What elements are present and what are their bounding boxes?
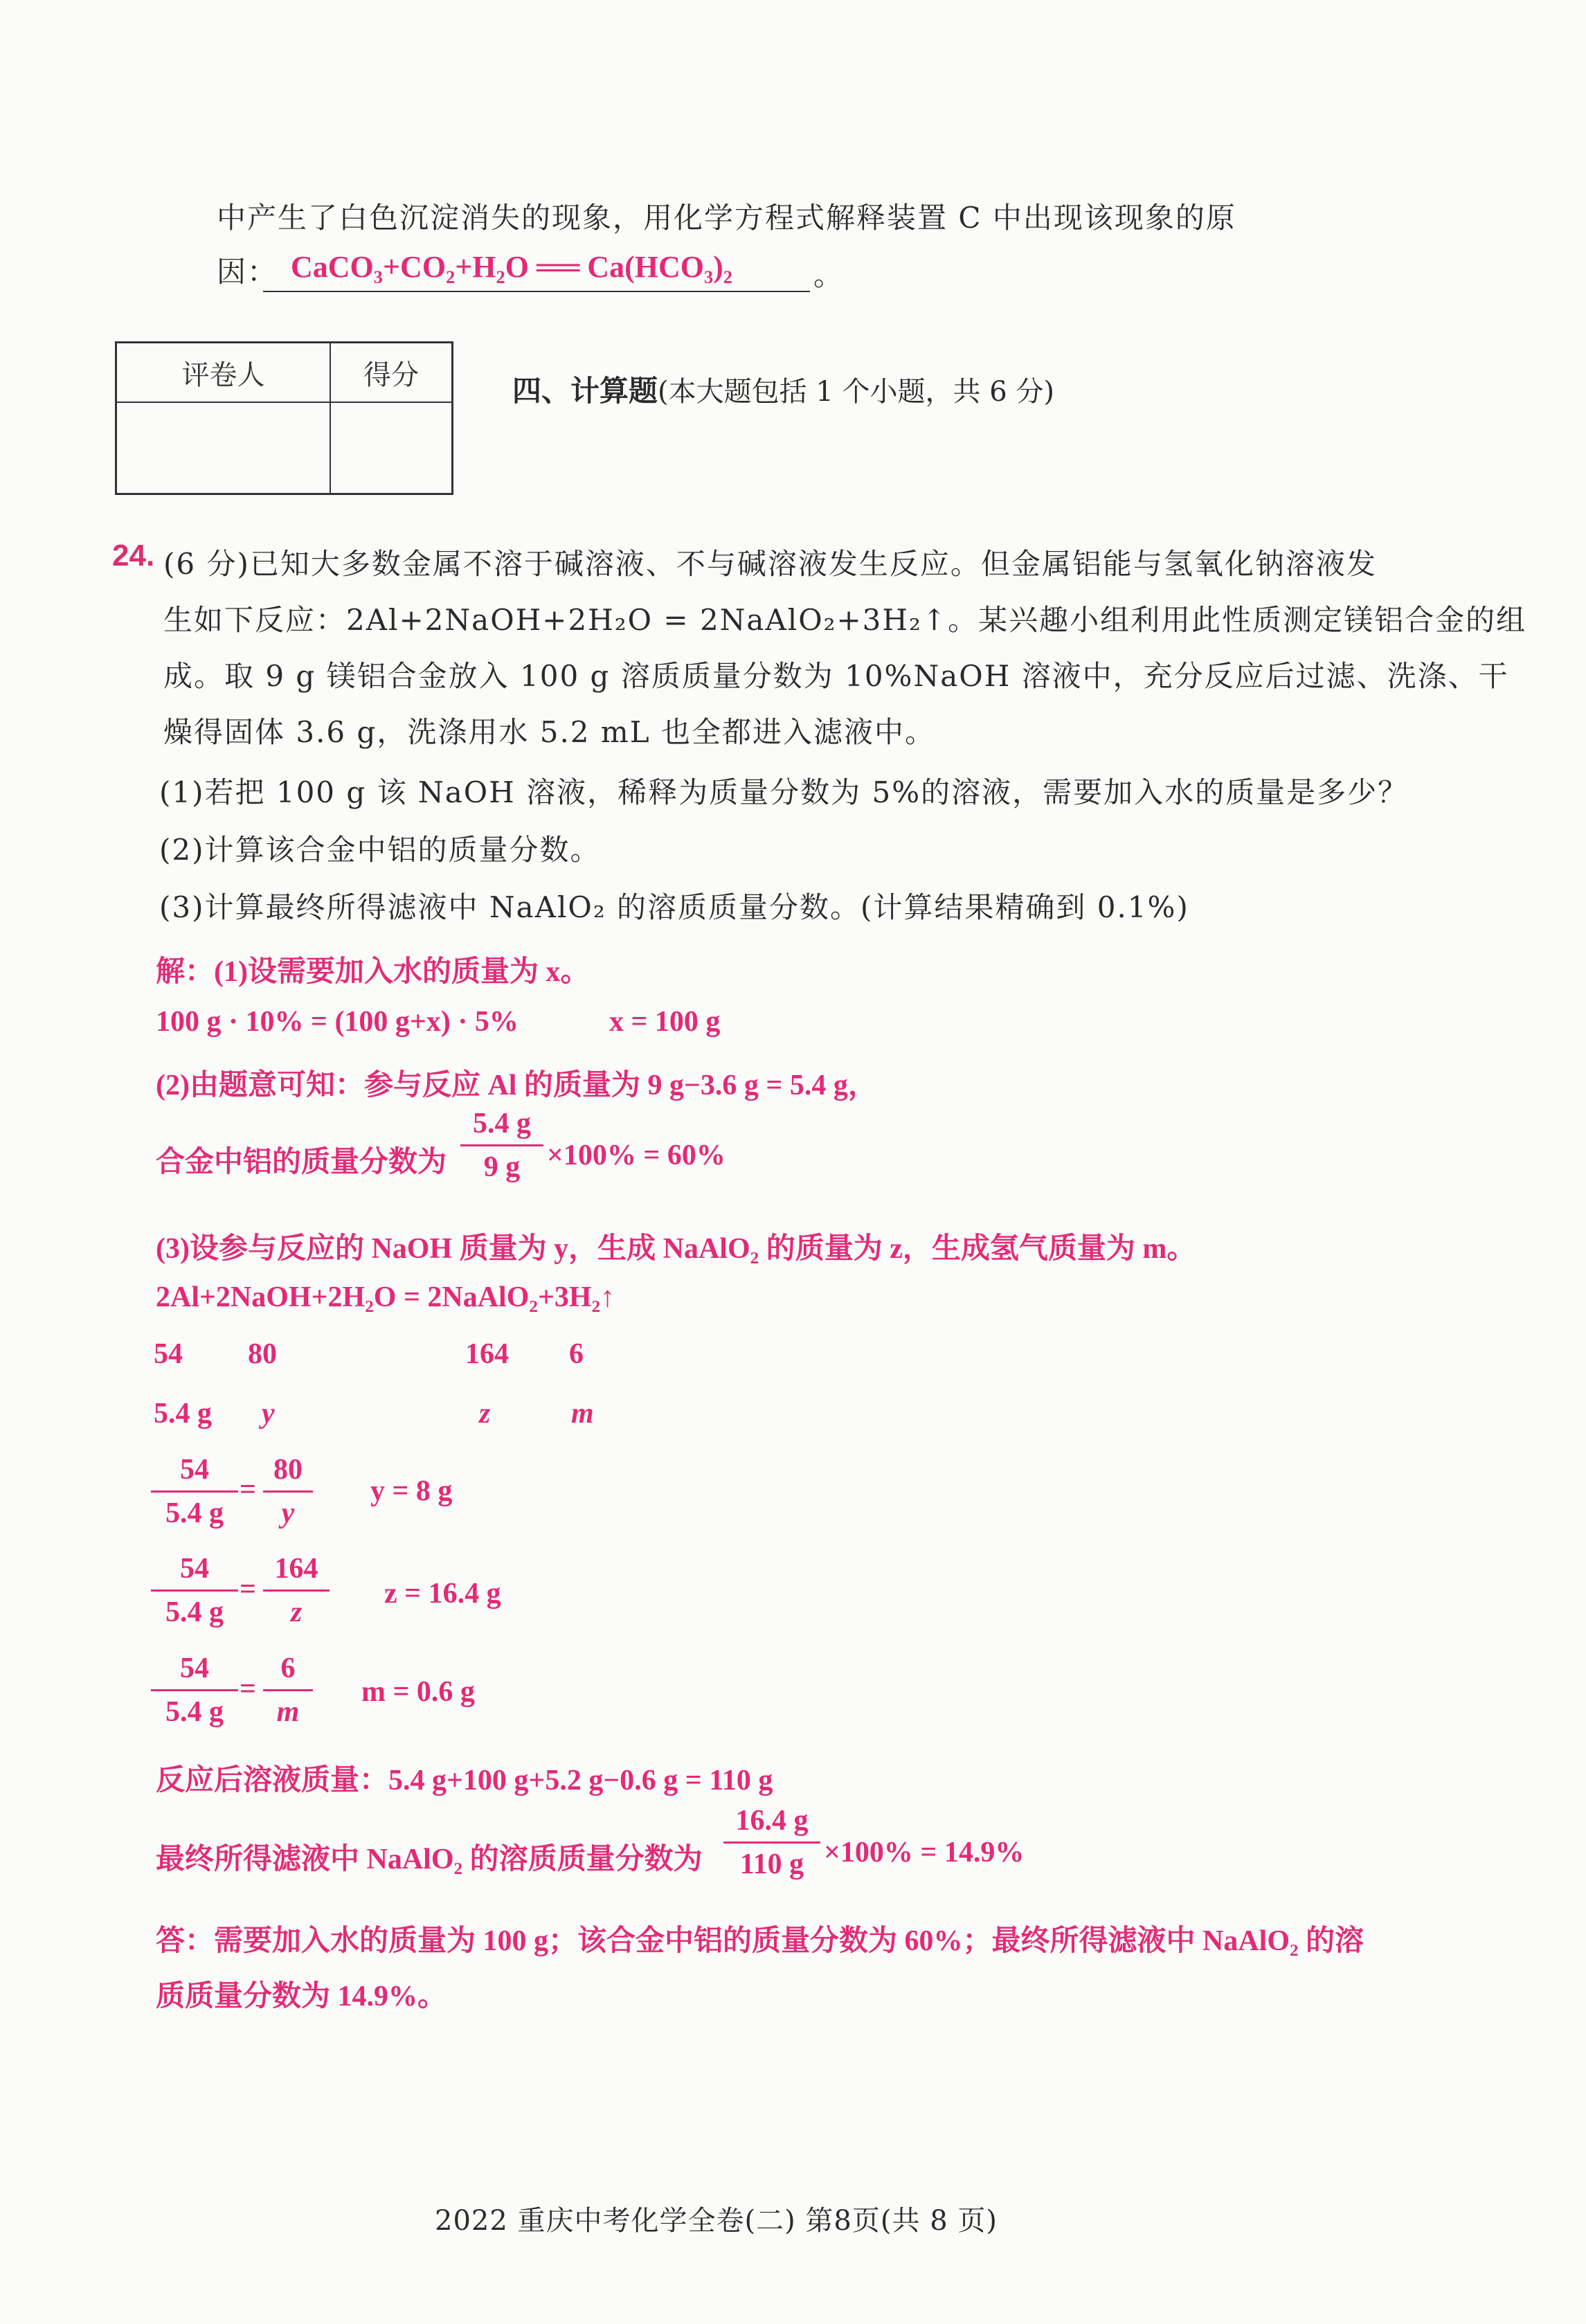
fraction-numerator: 80 bbox=[273, 1454, 303, 1486]
score-table-grader-cell[interactable] bbox=[116, 402, 331, 494]
fraction-denominator: 110 g bbox=[739, 1848, 804, 1880]
solution-step-4-prefix: 合金中铝的质量分数为 bbox=[156, 1146, 447, 1178]
proportion-1-left bbox=[151, 1450, 238, 1533]
fraction-denominator: 5.4 g bbox=[165, 1596, 224, 1628]
question-line-2: 生如下反应：2Al+2NaOH+2H₂O = 2NaAlO₂+3H₂↑。某兴趣小组利用此性质测定镁铝合金的组 bbox=[163, 603, 1527, 637]
fraction-numerator: 6 bbox=[280, 1652, 296, 1684]
proportion-3-right bbox=[263, 1649, 313, 1731]
question-part-2: (2)计算该合金中铝的质量分数。 bbox=[159, 833, 601, 867]
mass-naalo2: z bbox=[479, 1398, 491, 1430]
solution-step-7-prefix: 最终所得滤液中 NaAlO₂ 的溶质质量分数为 bbox=[156, 1844, 703, 1875]
score-table-header-grader: 评卷人 bbox=[116, 343, 331, 403]
proportion-2-right bbox=[263, 1549, 330, 1632]
fraction-denominator: 5.4 g bbox=[165, 1696, 224, 1728]
fraction-numerator: 5.4 g bbox=[473, 1108, 531, 1140]
fraction-bar bbox=[263, 1689, 313, 1691]
fraction-bar bbox=[263, 1490, 313, 1493]
proportion-1-right bbox=[263, 1450, 313, 1533]
solution-step-7-suffix: ×100% = 14.9% bbox=[824, 1837, 1025, 1868]
section-title: 四、计算题 bbox=[512, 374, 658, 408]
equals-sign: = bbox=[240, 1673, 256, 1705]
fraction-numerator: 54 bbox=[180, 1652, 209, 1684]
intro-line-2-prefix: 因： bbox=[217, 255, 278, 289]
answer-blank-line bbox=[263, 291, 810, 292]
solution-step-3: (2)由题意可知：参与反应 Al 的质量为 9 g−3.6 g = 5.4 g， bbox=[156, 1070, 877, 1101]
fraction-denominator: z bbox=[290, 1596, 303, 1628]
question-line-1: (6 分)已知大多数金属不溶于碱溶液、不与碱溶液发生反应。但金属铝能与氢氧化钠溶液发 bbox=[163, 547, 1377, 581]
score-table-score-cell[interactable] bbox=[330, 402, 453, 494]
mass-al: 5.4 g bbox=[154, 1398, 212, 1430]
ratio-naoh: 80 bbox=[248, 1338, 277, 1370]
ratio-al: 54 bbox=[154, 1338, 183, 1370]
question-part-1: (1)若把 100 g 该 NaOH 溶液，稀释为质量分数为 5%的溶液，需要加入水的质量是多少？ bbox=[159, 775, 1409, 809]
equals-sign: = bbox=[240, 1574, 256, 1605]
reaction-equation: 2Al+2NaOH+2H₂O = 2NaAlO₂+3H₂↑ bbox=[156, 1281, 615, 1313]
final-answer-line-1: 答：需要加入水的质量为 100 g；该合金中铝的质量分数为 60%；最终所得滤液中 NaAlO₂ 的溶 bbox=[156, 1925, 1364, 1957]
mass-h2: m bbox=[571, 1398, 594, 1430]
solution-step-2b: x = 100 g bbox=[609, 1006, 721, 1038]
proportion-1-result: y = 8 g bbox=[370, 1475, 453, 1507]
solution-step-2a: 100 g · 10% = (100 g+x) · 5% bbox=[156, 1006, 519, 1038]
fraction-bar bbox=[723, 1841, 820, 1844]
fraction-denominator: m bbox=[276, 1696, 300, 1728]
section-desc: (本大题包括 1 个小题，共 6 分) bbox=[658, 376, 1054, 408]
proportion-2-result: z = 16.4 g bbox=[384, 1578, 501, 1610]
solution-step-4-suffix: ×100% = 60% bbox=[547, 1140, 726, 1171]
mass-naoh: y bbox=[262, 1398, 275, 1430]
question-line-4: 燥得固体 3.6 g，洗涤用水 5.2 mL 也全都进入滤液中。 bbox=[163, 715, 935, 749]
fraction-numerator: 54 bbox=[180, 1454, 209, 1486]
solution-step-5: (3)设参与反应的 NaOH 质量为 y，生成 NaAlO₂ 的质量为 z，生成氢气质量为 m。 bbox=[156, 1233, 1196, 1265]
fraction-numerator: 54 bbox=[180, 1553, 209, 1585]
solution-step-6: 反应后溶液质量：5.4 g+100 g+5.2 g−0.6 g = 110 g bbox=[156, 1765, 773, 1796]
question-number: 24. bbox=[112, 539, 155, 573]
fraction-al-mass bbox=[460, 1104, 543, 1187]
ratio-h2: 6 bbox=[569, 1338, 584, 1370]
fraction-bar bbox=[151, 1589, 238, 1592]
fraction-naalo2-mass bbox=[723, 1801, 820, 1884]
equals-sign: = bbox=[240, 1474, 256, 1506]
score-table bbox=[115, 341, 453, 495]
fraction-denominator: y bbox=[281, 1497, 295, 1529]
intro-answer: CaCO₃+CO₂+H₂O ══ Ca(HCO₃)₂ bbox=[291, 250, 732, 284]
fraction-bar bbox=[151, 1689, 238, 1691]
fraction-bar bbox=[460, 1144, 543, 1146]
final-answer-line-2: 质质量分数为 14.9%。 bbox=[156, 1981, 447, 2012]
solution-step-1: 解：(1)设需要加入水的质量为 x。 bbox=[156, 956, 590, 988]
proportion-3-result: m = 0.6 g bbox=[361, 1676, 475, 1708]
score-table-header-score: 得分 bbox=[330, 343, 453, 403]
ratio-naalo2: 164 bbox=[465, 1338, 509, 1370]
fraction-denominator: 5.4 g bbox=[165, 1497, 224, 1529]
intro-line-2-suffix: 。 bbox=[813, 258, 845, 292]
page-footer: 2022 重庆中考化学全卷(二) 第8页(共 8 页) bbox=[435, 2205, 998, 2237]
question-part-3: (3)计算最终所得滤液中 NaAlO₂ 的溶质质量分数。(计算结果精确到 0.1%) bbox=[159, 890, 1189, 924]
fraction-numerator: 164 bbox=[274, 1553, 318, 1585]
proportion-3-left bbox=[151, 1649, 238, 1731]
intro-line-1: 中产生了白色沉淀消失的现象，用化学方程式解释装置 C 中出现该现象的原 bbox=[217, 201, 1236, 235]
proportion-2-left bbox=[151, 1549, 238, 1632]
section-heading bbox=[512, 368, 1054, 410]
fraction-denominator: 9 g bbox=[483, 1151, 521, 1183]
question-line-3: 成。取 9 g 镁铝合金放入 100 g 溶质质量分数为 10%NaOH 溶液中，充分反应后过滤、洗涤、干 bbox=[163, 659, 1509, 693]
fraction-bar bbox=[263, 1589, 330, 1592]
fraction-bar bbox=[151, 1490, 238, 1493]
fraction-numerator: 16.4 g bbox=[735, 1805, 809, 1837]
